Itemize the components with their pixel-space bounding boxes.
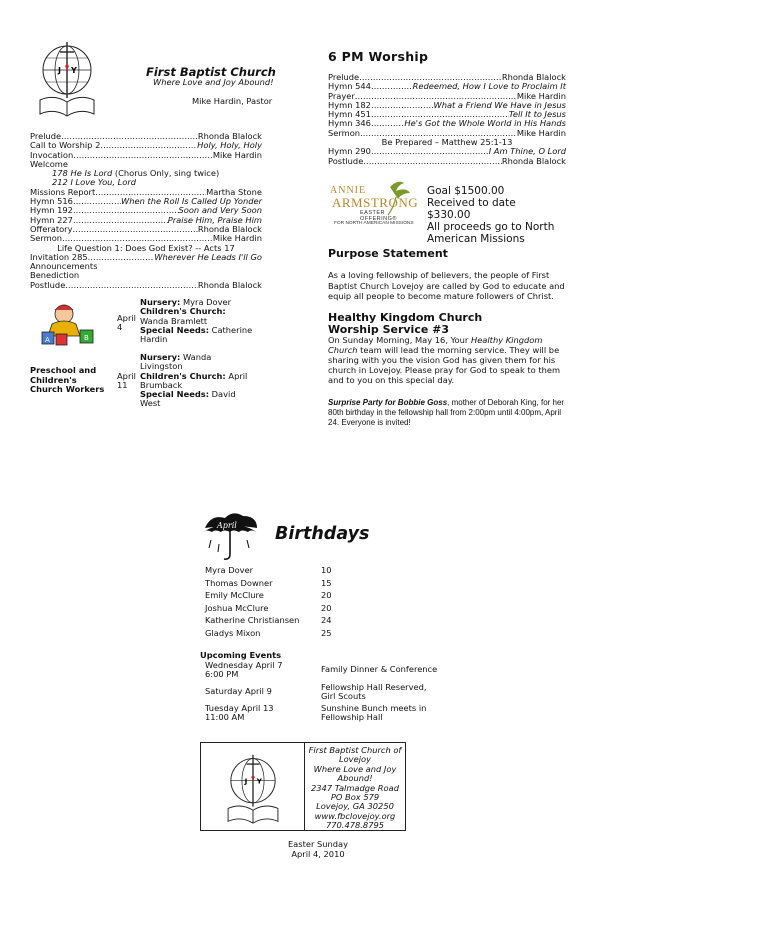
annie-goal-amount: Goal $1500.00 bbox=[427, 185, 505, 197]
nursery-role: Special Needs: bbox=[140, 324, 210, 335]
nursery-group-1-date: April 4 bbox=[117, 313, 136, 333]
morning-item-note: (Chorus Only, sing twice) bbox=[112, 168, 220, 179]
info-line-8: www.fbclovejoy.org bbox=[314, 810, 396, 821]
birthday-name: Joshua McClure bbox=[205, 602, 269, 613]
event-what: Family Dinner & Conference bbox=[321, 664, 438, 674]
date-footer-line2: April 4, 2010 bbox=[291, 848, 345, 859]
birthday-name: Emily McClure bbox=[205, 590, 264, 600]
event-when: Tuesday April 13 11:00 AM bbox=[205, 703, 274, 723]
church-logo-small bbox=[223, 753, 283, 825]
morning-item-value: When the Roll Is Called Up Yonder bbox=[121, 196, 262, 207]
birthday-day: 20 bbox=[321, 590, 332, 600]
info-box-text bbox=[305, 746, 405, 831]
hkc-title-line2: Worship Service #3 bbox=[328, 323, 450, 336]
annie-received: Received to date $330.00 bbox=[427, 197, 516, 221]
church-title: First Baptist Church bbox=[146, 65, 276, 79]
event-row bbox=[205, 704, 445, 723]
evening-item-value: What a Friend We Have in Jesus bbox=[433, 99, 566, 110]
morning-item-value: Mike Hardin bbox=[212, 149, 262, 160]
birthday-day: 25 bbox=[321, 627, 332, 638]
morning-item: Life Question 1: Does God Exist? -- Acts 17 bbox=[57, 242, 235, 253]
birthday-row bbox=[205, 591, 345, 604]
svg-text:A: A bbox=[45, 336, 50, 344]
evening-item-label: Postlude bbox=[328, 155, 364, 166]
morning-item: Welcome bbox=[30, 158, 68, 169]
annie-armstrong-logo bbox=[328, 177, 420, 231]
annie-logo-sub: EASTER OFFERING® bbox=[360, 210, 397, 222]
nursery-group-2 bbox=[140, 353, 260, 409]
evening-item bbox=[328, 157, 566, 166]
party-note bbox=[328, 398, 566, 428]
annie-logo-line2: ARMSTRONG bbox=[332, 195, 419, 210]
purpose-title: Purpose Statement bbox=[328, 247, 448, 260]
morning-item-label: Hymn 227 bbox=[30, 214, 73, 225]
morning-item-label: Prelude bbox=[30, 131, 62, 141]
info-line-1: First Baptist Church of bbox=[308, 745, 402, 755]
birthday-name: Thomas Downer bbox=[205, 577, 273, 588]
nursery-person: April bbox=[225, 370, 248, 381]
evening-item-leader bbox=[371, 82, 413, 91]
morning-item: Announcements bbox=[30, 261, 98, 272]
morning-item-leader bbox=[100, 141, 197, 150]
evening-item-value: I Am Thine, O Lord bbox=[488, 146, 566, 157]
evening-item-label: Hymn 451 bbox=[328, 109, 371, 120]
morning-item-label: Sermon bbox=[30, 233, 63, 244]
annie-proceeds: All proceeds go to North American Missions bbox=[427, 221, 555, 245]
hkc-text bbox=[328, 335, 566, 385]
svg-text:J: J bbox=[58, 66, 61, 75]
morning-item-value: Soon and Very Soon bbox=[178, 205, 262, 216]
morning-item-value: Praise Him, Praise Him bbox=[167, 214, 262, 225]
morning-item: Benediction bbox=[30, 270, 80, 281]
info-line-3: Where Love and Joy bbox=[313, 763, 397, 774]
morning-item-leader bbox=[73, 216, 168, 225]
evening-item: Be Prepared – Matthew 25:1-13 bbox=[381, 137, 513, 148]
morning-item-label: Postlude bbox=[30, 279, 66, 290]
birthday-day: 10 bbox=[321, 565, 332, 575]
church-motto: Where Love and Joy Abound! bbox=[153, 77, 274, 87]
nursery-person: Myra Dover bbox=[180, 297, 232, 307]
nursery-role: Children's Church: bbox=[140, 370, 226, 381]
nursery-person: Wanda Bramlett bbox=[140, 315, 208, 326]
birthday-day: 20 bbox=[321, 602, 332, 613]
nursery-role: Special Needs: bbox=[140, 389, 210, 400]
morning-item-label: Hymn 516 bbox=[30, 196, 73, 207]
evening-item-value: Redeemed, How I Love to Proclaim It bbox=[412, 81, 566, 92]
purpose-text: As a loving fellowship of believers, the people of First Baptist Church Lovejoy are called by God to educate and equip all people to become mature followers of Christ. bbox=[328, 270, 565, 301]
info-line-7: Lovejoy, GA 30250 bbox=[316, 801, 394, 812]
morning-item-label: Invitation 285 bbox=[30, 251, 88, 262]
evening-item-value: He's Got the Whole World in His Hands bbox=[404, 118, 566, 129]
evening-item-label: Prelude bbox=[328, 72, 360, 82]
party-text: , mother of Deborah King, for her 80th birthday in the fellowship hall from 2:00pm until 4:00pm, April 24. Everyone is invited! bbox=[328, 398, 565, 427]
evening-item-leader bbox=[371, 147, 489, 156]
party-lead: Surprise Party for Bobbie Goss bbox=[328, 398, 448, 407]
april-umbrella-icon bbox=[197, 510, 263, 564]
morning-item-label: Missions Report bbox=[30, 186, 96, 197]
hkc-title bbox=[328, 312, 482, 336]
hkc-text-a: On Sunday Morning, May 16, Your bbox=[328, 335, 471, 345]
nursery-person: Hardin bbox=[140, 334, 168, 345]
morning-item-label: Offeratory bbox=[30, 223, 73, 234]
nursery-person: Catherine bbox=[209, 324, 253, 335]
nursery-person: Wanda bbox=[180, 352, 212, 362]
morning-item-label: Invocation bbox=[30, 149, 74, 160]
evening-item-label: Hymn 544 bbox=[328, 81, 371, 92]
svg-text:Y: Y bbox=[256, 776, 263, 786]
svg-text:J: J bbox=[244, 776, 248, 786]
birthday-day: 24 bbox=[321, 615, 332, 625]
evening-item-value: Tell It to Jesus bbox=[508, 109, 566, 120]
morning-item-value: Mike Hardin bbox=[212, 233, 262, 244]
nursery-caption: Preschool and Children's Church Workers bbox=[30, 365, 105, 394]
birthday-row bbox=[205, 566, 345, 579]
morning-item-leader bbox=[88, 253, 155, 262]
morning-item-value: Martha Stone bbox=[206, 186, 262, 197]
nursery-line bbox=[140, 399, 260, 408]
birthday-list bbox=[205, 566, 345, 641]
morning-item-leader bbox=[73, 225, 198, 234]
nursery-role: Nursery: bbox=[140, 297, 181, 307]
morning-item-leader bbox=[73, 197, 121, 206]
nursery-person: Livingston bbox=[140, 361, 183, 372]
date-footer-line1: Easter Sunday bbox=[287, 839, 349, 849]
morning-order-of-service bbox=[30, 132, 262, 290]
birthday-name: Katherine Christiansen bbox=[205, 615, 300, 625]
morning-item-value: Rhonda Blalock bbox=[197, 279, 262, 290]
events-title: Upcoming Events bbox=[200, 650, 282, 660]
evening-item-label: Hymn 182 bbox=[328, 99, 371, 110]
evening-title: 6 PM Worship bbox=[328, 49, 429, 64]
evening-item-value: Mike Hardin bbox=[516, 127, 566, 138]
hkc-text-b: team will lead the morning service. They will be sharing with you the vision God has given them for his church in Lovejoy. Please pray for God to speak to them and to you on this special day. bbox=[328, 345, 561, 385]
nursery-person: Brumback bbox=[140, 379, 183, 390]
morning-item-value: Holy, Holy, Holy bbox=[197, 140, 262, 151]
morning-item-label: Hymn 192 bbox=[30, 205, 73, 216]
morning-item bbox=[30, 281, 262, 290]
info-line-9: 770.478.8795 bbox=[325, 820, 385, 831]
pastor-name: Mike Hardin, Pastor bbox=[192, 96, 273, 106]
birthday-name: Myra Dover bbox=[205, 565, 254, 575]
svg-text:Y: Y bbox=[71, 66, 77, 75]
birthdays-title: Birthdays bbox=[275, 524, 370, 544]
morning-item-value: Rhonda Blalock bbox=[197, 131, 262, 141]
annie-logo-foot: FOR NORTH AMERICAN MISSIONS bbox=[334, 221, 414, 226]
morning-item-leader bbox=[65, 281, 198, 290]
evening-item-label: Prayer bbox=[328, 90, 355, 101]
event-what: Fellowship Hall Reserved, Girl Scouts bbox=[321, 681, 427, 701]
april-clip-text: April bbox=[217, 521, 237, 530]
evening-item-value: Rhonda Blalock bbox=[501, 155, 566, 166]
evening-item-leader bbox=[363, 157, 502, 166]
event-row bbox=[205, 683, 445, 702]
info-line-4: Abound! bbox=[337, 773, 373, 784]
evening-item-leader bbox=[371, 119, 404, 128]
morning-item-label: Call to Worship 2 bbox=[30, 140, 101, 151]
evening-item-label: Hymn 290 bbox=[328, 146, 371, 157]
nursery-role: Children's Church: bbox=[140, 306, 226, 317]
evening-item-label: Hymn 346 bbox=[328, 118, 371, 129]
morning-item-leader bbox=[73, 206, 179, 215]
birthday-row bbox=[205, 616, 345, 629]
evening-item-leader bbox=[371, 101, 434, 110]
event-row bbox=[205, 661, 445, 680]
nursery-group-1 bbox=[140, 298, 260, 344]
church-info-box bbox=[200, 742, 406, 831]
morning-item-value: Wherever He Leads I'll Go bbox=[154, 251, 262, 262]
nursery-line bbox=[140, 335, 260, 344]
evening-item-value: Mike Hardin bbox=[516, 90, 566, 101]
morning-item-leader bbox=[73, 151, 213, 160]
events-list bbox=[205, 661, 445, 726]
child-with-blocks-icon bbox=[40, 300, 98, 348]
evening-order-of-service bbox=[328, 73, 566, 166]
morning-item-value: Rhonda Blalock bbox=[197, 223, 262, 234]
nursery-role: Nursery: bbox=[140, 352, 181, 362]
hkc-text-italic: Healthy Kingdom Church bbox=[328, 335, 543, 355]
date-footer bbox=[268, 840, 368, 859]
hkc-title-line1: Healthy Kingdom Church bbox=[328, 311, 483, 324]
annie-logo-line1: ANNIE bbox=[330, 185, 367, 196]
birthday-day: 15 bbox=[321, 577, 332, 588]
morning-item-label: 212 I Love You, Lord bbox=[52, 177, 137, 188]
birthday-row bbox=[205, 629, 345, 642]
nursery-person: David bbox=[209, 389, 236, 400]
nursery-person: West bbox=[140, 398, 161, 409]
morning-item-label: 178 He Is Lord bbox=[52, 168, 113, 179]
evening-item-label: Sermon bbox=[328, 127, 361, 138]
info-line-6: PO Box 579 bbox=[330, 792, 380, 803]
nursery-group-2-date: April 11 bbox=[117, 371, 136, 391]
event-when: Wednesday April 7 6:00 PM bbox=[205, 660, 283, 680]
event-when: Saturday April 9 bbox=[205, 685, 272, 696]
event-what: Sunshine Bunch meets in Fellowship Hall bbox=[321, 703, 427, 723]
annie-goal bbox=[427, 185, 557, 245]
evening-item-value: Rhonda Blalock bbox=[501, 72, 566, 82]
church-logo bbox=[36, 40, 98, 118]
birthday-name: Gladys Mixon bbox=[205, 627, 261, 638]
svg-text:B: B bbox=[84, 334, 89, 342]
info-line-5: 2347 Talmadge Road bbox=[311, 782, 399, 793]
info-line-2: Lovejoy bbox=[338, 754, 371, 765]
